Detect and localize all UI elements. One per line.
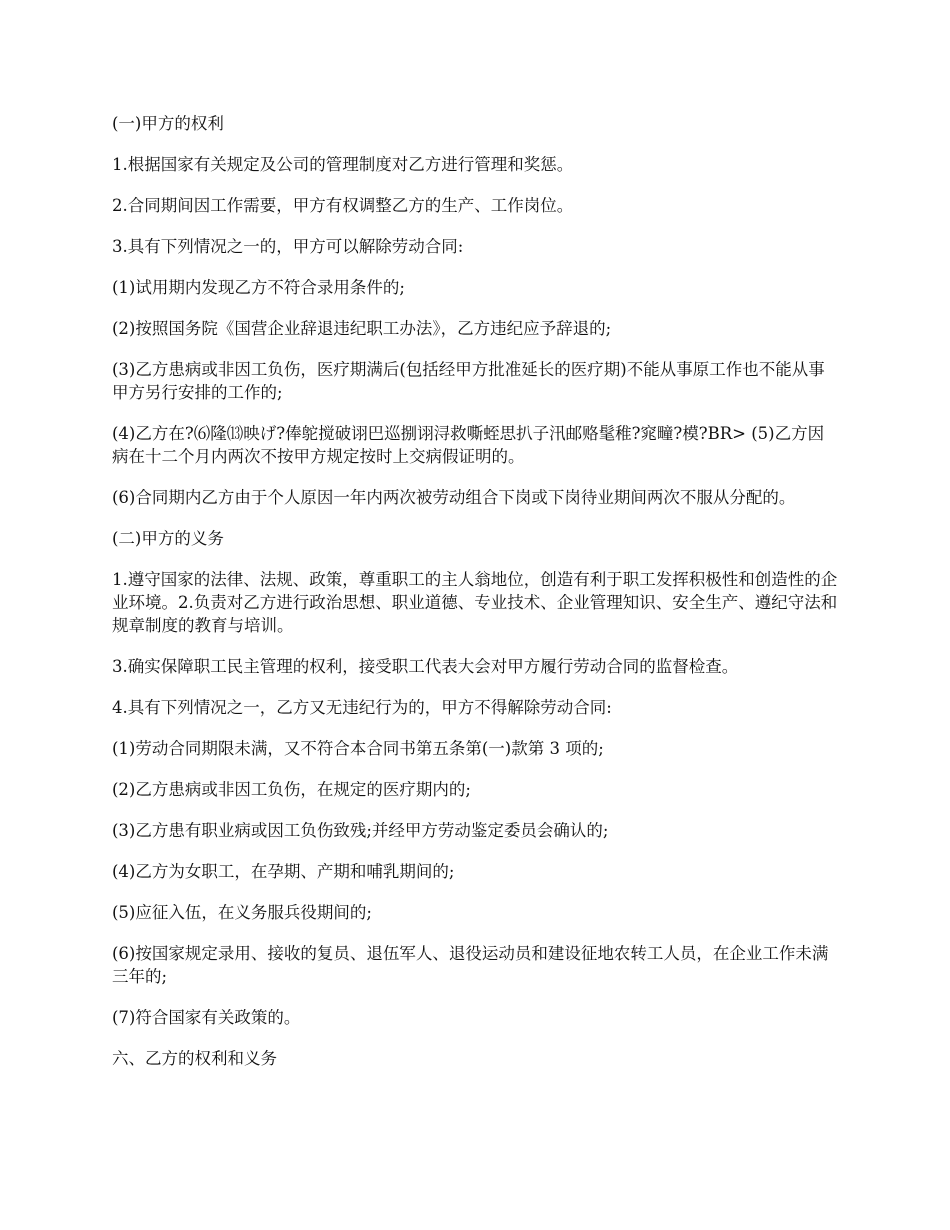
section-heading-party-b-rights-obligations: 六、乙方的权利和义务 [112,1049,277,1068]
list-item: (1)试用期内发现乙方不符合录用条件的; [112,278,405,297]
list-item: (2)按照国务院《国营企业辞退违纪职工办法》，乙方违纪应予辞退的; [112,319,612,338]
list-item: (6)按国家规定录用、接收的复员、退伍军人、退役运动员和建设征地农转工人员，在企业工作未满三年的; [112,944,829,986]
list-item: (3)乙方患有职业病或因工负伤致残;并经甲方劳动鉴定委员会确认的; [112,821,609,840]
list-item: (4)乙方为女职工，在孕期、产期和哺乳期间的; [112,862,455,881]
list-item: (1)劳动合同期限未满，又不符合本合同书第五条第(一)款第 3 项的; [112,739,604,758]
paragraph: 3.具有下列情况之一的，甲方可以解除劳动合同: [112,237,464,256]
paragraph: 3.确实保障职工民主管理的权利，接受职工代表大会对甲方履行劳动合同的监督检查。 [112,657,739,676]
paragraph: 1.遵守国家的法律、法规、政策，尊重职工的主人翁地位，创造有利于职工发挥积极性和创造性的企业环境。2.负责对乙方进行政治思想、职业道德、专业技术、企业管理知识、安全生产、遵纪守法和规章制度的教育与培训。 [112,570,838,635]
list-item: (2)乙方患病或非因工负伤，在规定的医疗期内的; [112,780,471,799]
list-item: (7)符合国家有关政策的。 [112,1008,301,1027]
list-item: (4)乙方在?⑹隆⒀映げ?俸鸵搅破诩巴巡捌诩浔救嘶蛭思扒子汛邮赂髦稚?窕疃?模?BR> (5)乙方因病在十二个月内两次不按甲方规定按时上交病假证明的。 [112,424,825,466]
paragraph: 1.根据国家有关规定及公司的管理制度对乙方进行管理和奖惩。 [112,155,574,174]
list-item: (5)应征入伍，在义务服兵役期间的; [112,903,372,922]
document-page [112,112,840,1088]
paragraph: 2.合同期间因工作需要，甲方有权调整乙方的生产、工作岗位。 [112,196,574,215]
paragraph: 4.具有下列情况之一，乙方又无违纪行为的，甲方不得解除劳动合同: [112,698,612,717]
list-item: (6)合同期内乙方由于个人原因一年内两次被劳动组合下岗或下岗待业期间两次不服从分配的。 [112,488,796,507]
section-heading-party-a-obligations: (二)甲方的义务 [112,529,224,548]
section-heading-party-a-rights: (一)甲方的权利 [112,114,224,133]
list-item: (3)乙方患病或非因工负伤，医疗期满后(包括经甲方批准延长的医疗期)不能从事原工作也不能从事甲方另行安排的工作的; [112,360,825,402]
